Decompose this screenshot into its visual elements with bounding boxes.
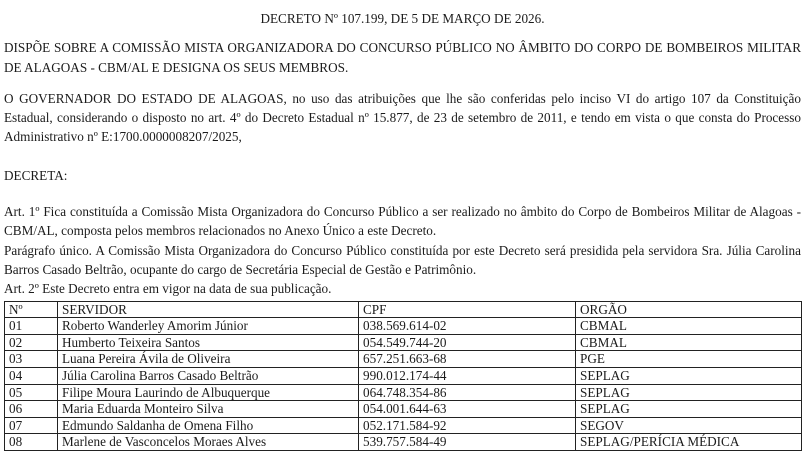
- header-cell-orgao: ORGÃO: [576, 301, 802, 318]
- cell-servidor: Júlia Carolina Barros Casado Beltrão: [58, 367, 359, 384]
- decree-title: DECRETO Nº 107.199, DE 5 DE MARÇO DE 2026.: [260, 11, 545, 26]
- cell-cpf: 657.251.663-68: [359, 351, 576, 368]
- cell-number: 07: [5, 417, 58, 434]
- cell-number: 06: [5, 401, 58, 418]
- table-row: [5, 334, 802, 351]
- cell-servidor: Edmundo Saldanha de Omena Filho: [58, 417, 359, 434]
- members-table-body: [5, 318, 802, 451]
- article-2: Art. 2º Este Decreto entra em vigor na data de sua publicação.: [4, 281, 332, 297]
- table-row: [5, 417, 802, 434]
- article-1: Art. 1º Fica constituída a Comissão Mista Organizadora do Concurso Público a ser realizado no âmbito do Corpo de Bombeiros Militar de Alagoas - CBM/AL, composta pelos membros relacionados no Anexo Único a este Decreto.: [4, 204, 801, 239]
- cell-orgao: SEPLAG: [576, 401, 802, 418]
- cell-number: 03: [5, 351, 58, 368]
- cell-servidor: Filipe Moura Laurindo de Albuquerque: [58, 384, 359, 401]
- cell-cpf: 054.001.644-63: [359, 401, 576, 418]
- header-cell-cpf: CPF: [359, 301, 576, 318]
- cell-orgao: SEPLAG: [576, 367, 802, 384]
- cell-orgao: CBMAL: [576, 334, 802, 351]
- table-row: [5, 367, 802, 384]
- cell-cpf: 038.569.614-02: [359, 318, 576, 335]
- cell-number: 01: [5, 318, 58, 335]
- cell-orgao: SEPLAG: [576, 384, 802, 401]
- cell-number: 05: [5, 384, 58, 401]
- cell-servidor: Maria Eduarda Monteiro Silva: [58, 401, 359, 418]
- cell-cpf: 054.549.744-20: [359, 334, 576, 351]
- decree-preamble: O GOVERNADOR DO ESTADO DE ALAGOAS, no uso das atribuições que lhe são conferidas pelo inciso VI do artigo 107 da Constituição Estadual, considerando o disposto no art. 4º do Decreto Estadual nº 15.877, de 23 de setembro de 2011, e tendo em vista o que consta do Processo Administrativo nº E:1700.0000008207/2025,: [4, 90, 801, 145]
- members-table-header: [5, 301, 802, 318]
- members-table: [4, 301, 802, 451]
- cell-orgao: SEGOV: [576, 417, 802, 434]
- cell-servidor: Luana Pereira Ávila de Oliveira: [58, 351, 359, 368]
- header-row: [5, 301, 802, 318]
- cell-orgao: CBMAL: [576, 318, 802, 335]
- table-row: [5, 384, 802, 401]
- cell-orgao: PGE: [576, 351, 802, 368]
- cell-number: 08: [5, 434, 58, 451]
- cell-cpf: 052.171.584-92: [359, 417, 576, 434]
- cell-servidor: Humberto Teixeira Santos: [58, 334, 359, 351]
- cell-servidor: Roberto Wanderley Amorim Júnior: [58, 318, 359, 335]
- table-row: [5, 351, 802, 368]
- decree-summary: DISPÕE SOBRE A COMISSÃO MISTA ORGANIZADORA DO CONCURSO PÚBLICO NO ÂMBITO DO CORPO DE BOMBEIROS MILITAR DE ALAGOAS - CBM/AL E DESIGNA OS SEUS MEMBROS.: [4, 40, 801, 75]
- table-row: [5, 318, 802, 335]
- decreta-heading: DECRETA:: [4, 167, 68, 183]
- decree-articles: [4, 202, 801, 298]
- cell-number: 02: [5, 334, 58, 351]
- cell-cpf: 064.748.354-86: [359, 384, 576, 401]
- table-row: [5, 434, 802, 451]
- header-cell-servidor: SERVIDOR: [58, 301, 359, 318]
- paragrafo-unico: Parágrafo único. A Comissão Mista Organizadora do Concurso Público constituída por este Decreto será presidida pela servidora Sra. Júlia Carolina Barros Casado Beltrão, ocupante do cargo de Secretária Especial de Gestão e Patrimônio.: [4, 242, 801, 277]
- header-cell-number: Nº: [5, 301, 58, 318]
- cell-cpf: 990.012.174-44: [359, 367, 576, 384]
- cell-number: 04: [5, 367, 58, 384]
- cell-orgao: SEPLAG/PERÍCIA MÉDICA: [576, 434, 802, 451]
- cell-cpf: 539.757.584-49: [359, 434, 576, 451]
- cell-servidor: Marlene de Vasconcelos Moraes Alves: [58, 434, 359, 451]
- table-row: [5, 401, 802, 418]
